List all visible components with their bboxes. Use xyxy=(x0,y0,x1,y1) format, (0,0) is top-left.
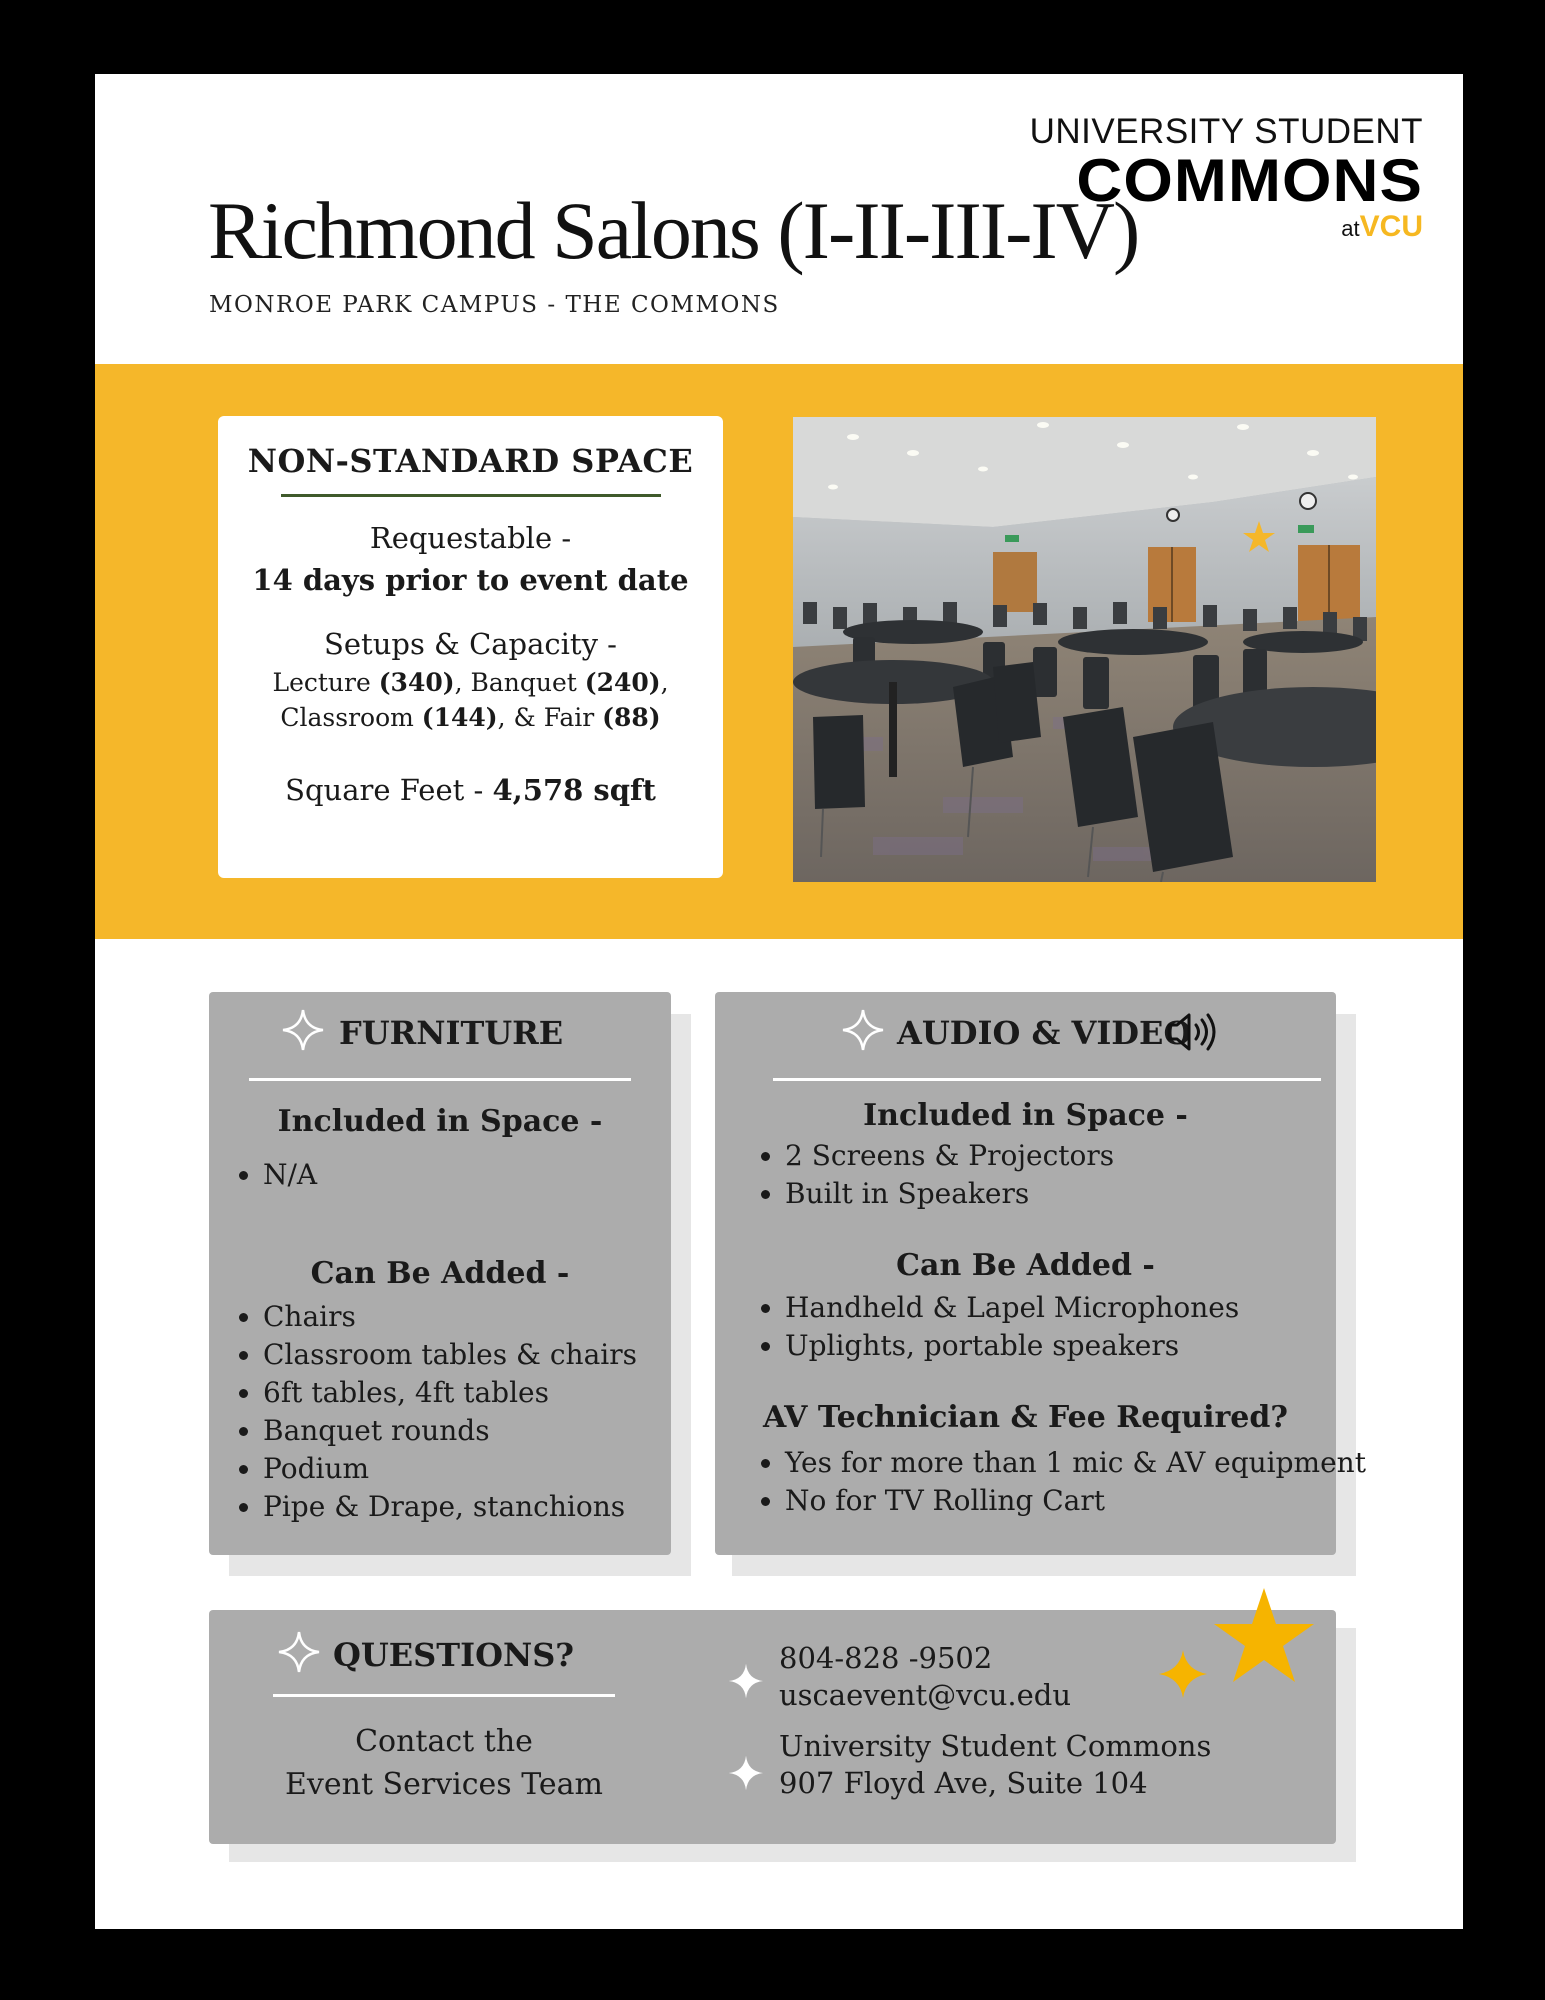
commons-logo xyxy=(1003,114,1423,242)
furniture-heading: FURNITURE xyxy=(339,1014,564,1052)
sqft-label: Square Feet - xyxy=(285,773,493,807)
flyer-page xyxy=(95,74,1463,1929)
setup-lecture-capacity: (340) xyxy=(378,668,455,697)
sqft-value: 4,578 sqft xyxy=(492,773,656,807)
av-included-list xyxy=(751,1137,1114,1213)
av-divider xyxy=(773,1078,1321,1081)
list-item: • 2 Screens & Projectors xyxy=(785,1137,1114,1175)
setup-banquet-capacity: (240) xyxy=(584,668,661,697)
contact-phone: 804-828 -9502 xyxy=(779,1641,993,1675)
av-panel xyxy=(715,992,1366,1555)
setups-line-1 xyxy=(218,665,723,700)
list-item: • 6ft tables, 4ft tables xyxy=(263,1374,637,1412)
contact-line-1: Contact the xyxy=(355,1724,533,1759)
star-icon xyxy=(1159,1584,1319,1714)
setup-fair: , & Fair xyxy=(497,703,603,732)
contact-email: uscaevent@vcu.edu xyxy=(779,1678,1072,1712)
furniture-added-heading: Can Be Added - xyxy=(310,1256,570,1291)
contact-address-2: 907 Floyd Ave, Suite 104 xyxy=(779,1766,1148,1800)
av-added-heading: Can Be Added - xyxy=(896,1248,1155,1283)
logo-line3 xyxy=(1003,212,1423,242)
square-feet xyxy=(218,769,723,811)
av-added-list xyxy=(751,1289,1239,1365)
four-point-star-icon xyxy=(727,1754,765,1792)
speaker-icon xyxy=(1165,1010,1217,1054)
space-info-card xyxy=(218,416,723,878)
setup-banquet: , Banquet xyxy=(454,668,585,697)
list-item: • Uplights, portable speakers xyxy=(785,1327,1239,1365)
setup-classroom-capacity: (144) xyxy=(421,703,498,732)
spacer xyxy=(218,735,723,769)
setup-lecture: Lecture xyxy=(272,668,379,697)
list-item: • Podium xyxy=(263,1450,637,1488)
av-tech-heading: AV Technician & Fee Required? xyxy=(763,1400,1288,1435)
setup-comma: , xyxy=(660,668,669,697)
page-title: Richmond Salons (I-II-III-IV) xyxy=(208,185,1139,276)
contact-address-1: University Student Commons xyxy=(779,1729,1212,1763)
av-included-heading: Included in Space - xyxy=(863,1098,1188,1133)
list-item: • N/A xyxy=(263,1156,317,1194)
four-point-star-icon xyxy=(727,1662,765,1700)
setup-classroom: Classroom xyxy=(280,703,422,732)
space-type-heading: NON-STANDARD SPACE xyxy=(247,442,694,480)
logo-line1: UNIVERSITY STUDENT xyxy=(1029,112,1423,151)
list-item: • Built in Speakers xyxy=(785,1175,1114,1213)
furniture-panel xyxy=(209,992,671,1555)
sparkle-icon xyxy=(281,1008,325,1052)
card-divider xyxy=(281,494,661,497)
setup-fair-capacity: (88) xyxy=(602,703,661,732)
sparkle-icon xyxy=(841,1008,885,1052)
questions-divider xyxy=(273,1694,615,1697)
spacer xyxy=(218,601,723,623)
questions-heading: QUESTIONS? xyxy=(333,1636,575,1674)
room-photo xyxy=(793,417,1376,882)
logo-vcu: VCU xyxy=(1359,210,1423,243)
sparkle-icon xyxy=(277,1630,321,1674)
list-item: • Yes for more than 1 mic & AV equipment xyxy=(785,1444,1366,1482)
list-item: • Pipe & Drape, stanchions xyxy=(263,1488,637,1526)
gold-band xyxy=(95,364,1463,939)
requestable-value: 14 days prior to event date xyxy=(252,563,689,597)
furniture-included-list xyxy=(229,1156,317,1194)
contact-team xyxy=(249,1720,639,1806)
setups-label: Setups & Capacity - xyxy=(324,627,617,661)
furniture-divider xyxy=(249,1078,631,1081)
questions-panel xyxy=(209,1610,1336,1844)
furniture-added-list xyxy=(229,1298,637,1526)
av-heading: AUDIO & VIDEO xyxy=(897,1014,1192,1052)
list-item: • Banquet rounds xyxy=(263,1412,637,1450)
logo-line2: COMMONS xyxy=(1076,147,1423,214)
furniture-included-heading: Included in Space - xyxy=(277,1104,603,1139)
page-subtitle: MONROE PARK CAMPUS - THE COMMONS xyxy=(209,292,780,318)
list-item: • No for TV Rolling Cart xyxy=(785,1482,1366,1520)
list-item: • Handheld & Lapel Microphones xyxy=(785,1289,1239,1327)
setups-line-2 xyxy=(218,700,723,735)
list-item: • Classroom tables & chairs xyxy=(263,1336,637,1374)
logo-at: at xyxy=(1341,216,1360,241)
requestable-label: Requestable - xyxy=(369,521,572,555)
list-item: • Chairs xyxy=(263,1298,637,1336)
av-tech-list xyxy=(751,1444,1366,1520)
contact-line-2: Event Services Team xyxy=(285,1767,603,1802)
